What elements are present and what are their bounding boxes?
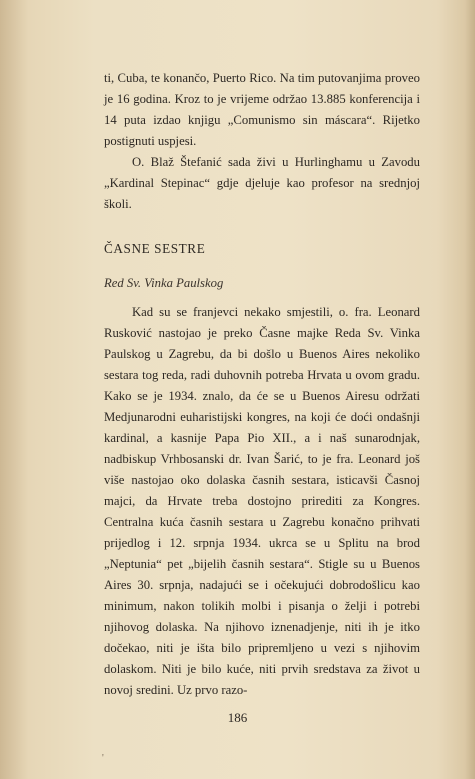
section-subheading: Red Sv. Vinka Paulskog [104,276,224,290]
paragraph-sisters: Kad su se franjevci nekako smjestili, o. fra. Leonard Rusković nastojao je preko Časne majke Reda Sv. Vinka Paulskog u Zagrebu, da bi došlo u Buenos Aires nekoliko sestara tog reda, radi duhovnih potreba Hrvata u ovom gradu. Kako se je 1934. znalo, da će se u Buenos Airesu održati Medjunarodni euharistijski kongres, na koji će doći ondašnji kardinal, a kasnije Papa Pio XII., a i naš sunarodnjak, nadbiskup Vrhbosanski dr. Ivan Šarić, to je fra. Leonard još više nastojao oko dolaska časnih sestara, isticavši Časnoj majci, da Hrvate treba dostojno prirediti za Kongres. Centralna kuća časnih sestara u Zagrebu konačno prihvati prijedlog i 12. srpnja 1934. ukrca se u Splitu na brod „Neptunia“ pet „bijelih časnih sestara“. Stigle su u Buenos Aires 30. srpnja, nadajući se i očekujući dobrodošlicu kao minimum, nakon tolikih molbi i pisanja o želji i potrebi njihovog dolaska. Na njihovo iznenadjenje, niti ih je itko dočekao, niti je išta bilo pripremljeno u vezi s njihovim dolaskom. Niti je bilo kuće, niti prvih sredstava za život u novoj sredini. Uz prvo razo- [104,305,420,697]
body-text [104,68,420,701]
paragraph-stefanic: O. Blaž Štefanić sada živi u Hurlinghamu u Zavodu „Kardinal Stepinac“ gdje djeluje kao profesor na srednjoj školi. [104,155,420,211]
page-edge-shadow [465,0,475,779]
paragraph-continuation: ti, Cuba, te konančo, Puerto Rico. Na tim putovanjima proveo je 16 godina. Kroz to je vrijeme održao 13.885 konferencija i 14 puta izdao knjigu „Comunismo sin máscara“. Rijetko postignuti uspjesi. [104,71,420,148]
section-heading: ČASNE SESTRE [104,241,206,256]
margin-mark: ' [102,753,104,764]
page-number: 186 [227,710,248,725]
